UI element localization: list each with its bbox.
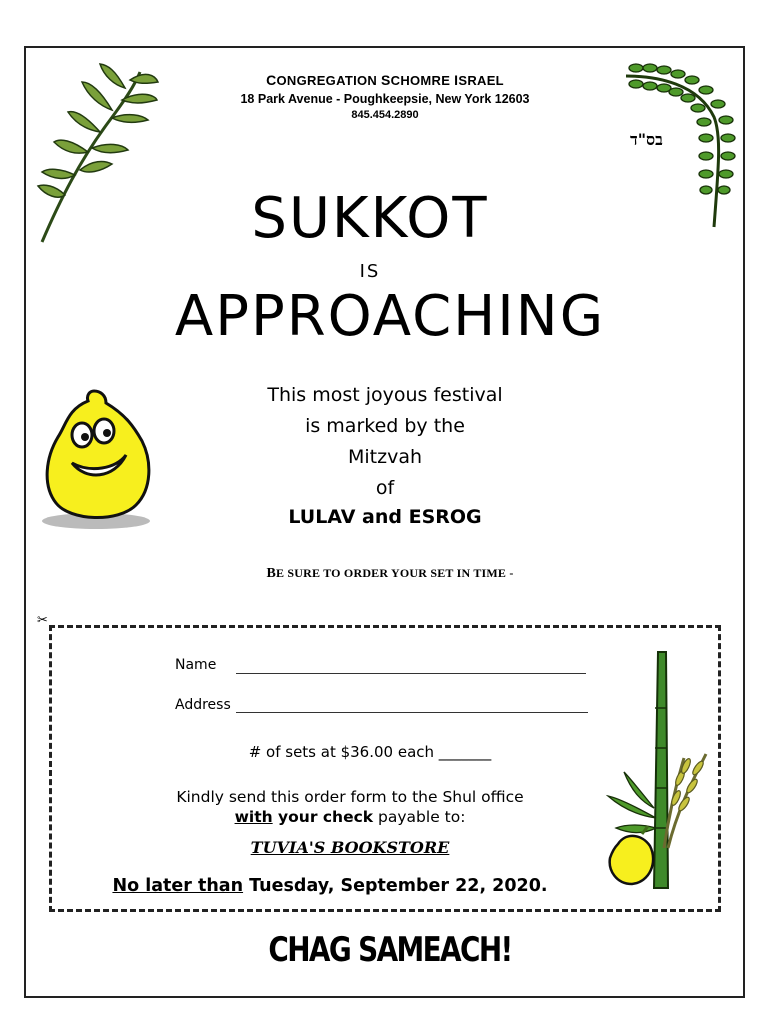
smiling-esrog-icon — [38, 385, 160, 535]
address-field[interactable] — [236, 712, 588, 713]
festival-text — [180, 380, 590, 504]
deadline: No later than Tuesday, September 22, 2020. — [112, 876, 548, 896]
title-sukkot: SUKKOT — [251, 186, 489, 251]
title-is: IS — [359, 261, 381, 282]
hebrew-mark: בס"ד — [630, 130, 663, 149]
scissors-icon: ✂ — [37, 613, 48, 628]
instruction-line: Kindly send this order form to the Shul office — [176, 788, 524, 806]
title-approaching: APPROACHING — [174, 284, 606, 349]
festival-line: is marked by the — [305, 415, 465, 437]
instruction-line: with your check payable to: — [234, 808, 466, 826]
payee-name: TUVIA'S BOOKSTORE — [250, 838, 450, 857]
name-field[interactable] — [236, 673, 586, 674]
congregation-name: CONGREGATION SCHOMRE ISRAEL — [266, 72, 504, 88]
festival-line: Mitzvah — [347, 446, 423, 468]
lulav-esrog-heading: LULAV and ESROG — [288, 506, 482, 528]
sets-count-field[interactable]: # of sets at $36.00 each _______ — [248, 743, 492, 761]
order-notice: BE SURE TO ORDER YOUR SET IN TIME - — [266, 566, 514, 581]
lulav-set-icon — [598, 648, 718, 896]
congregation-address: 18 Park Avenue - Poughkeepsie, New York 12603 — [240, 92, 530, 106]
congregation-phone: 845.454.2890 — [351, 109, 419, 121]
festival-line: This most joyous festival — [267, 384, 503, 406]
address-label: Address — [175, 697, 231, 713]
payment-instructions — [110, 787, 590, 827]
festival-line: of — [375, 477, 395, 499]
name-label: Name — [175, 657, 217, 673]
closing-greeting: CHAG SAMEACH! — [268, 930, 512, 970]
